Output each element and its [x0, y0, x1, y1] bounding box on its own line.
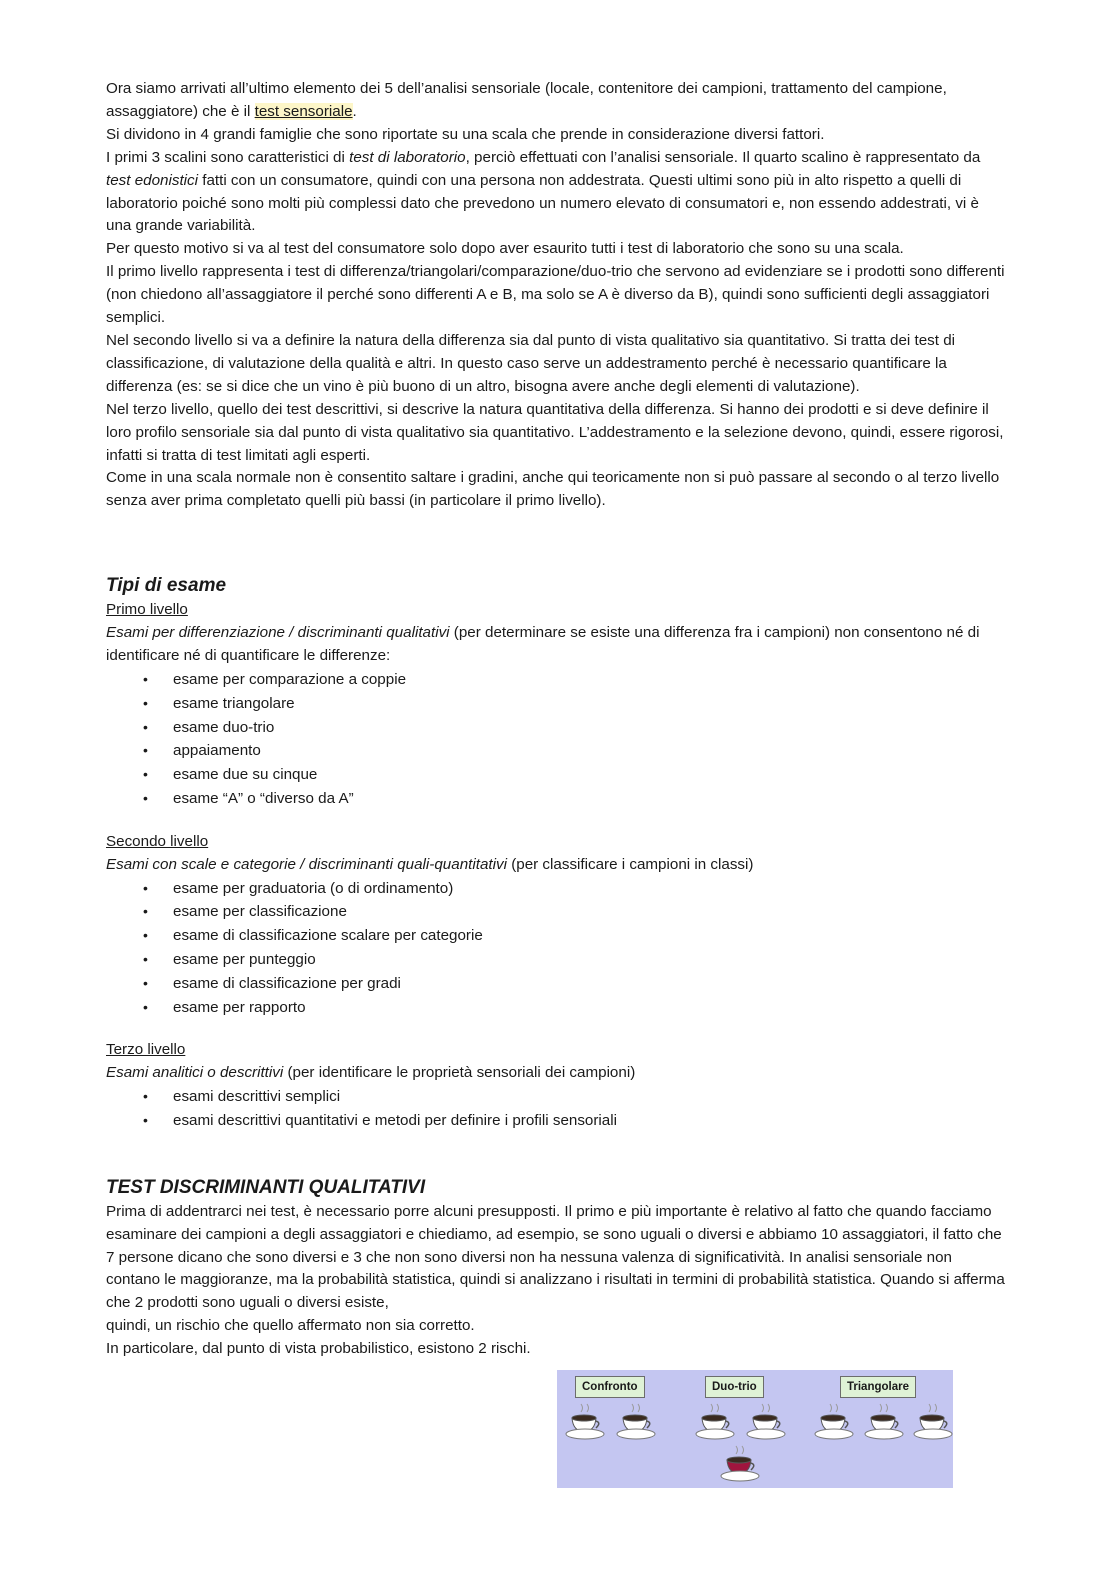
test-discriminanti-heading: TEST DISCRIMINANTI QUALITATIVI [106, 1176, 426, 1198]
list-item: • esame triangolare [173, 692, 1006, 716]
list-item: • esame di classificazione per gradi [173, 972, 1006, 996]
primo-livello-list [106, 668, 1006, 811]
terzo-livello-list [106, 1085, 1006, 1133]
intro-paragraph-1: Ora siamo arrivati all’ultimo elemento dei 5 dell’analisi sensoriale (locale, contenitore dei campioni, trattamento del campione, assaggiatore) che è il test sensoriale. [106, 80, 947, 120]
list-item: • esame di classificazione scalare per categorie [173, 924, 1006, 948]
reference-cup-icon [721, 1446, 759, 1481]
coffee-cup-icon [696, 1404, 734, 1439]
primo-livello-title: Primo livello [106, 601, 188, 619]
document-body [106, 78, 1006, 1361]
intro-paragraph-2: Si dividono in 4 grandi famiglie che sono riportate su una scala che prende in considerazione diversi fattori. [106, 125, 825, 143]
list-item: • esame per rapporto [173, 996, 1006, 1020]
intro-paragraph-5: Il primo livello rappresenta i test di differenza/triangolari/comparazione/duo-trio che servono ad evidenziare se i prodotti sono differenti (non chiedono all’assaggiatore il perché sono differenti A e B, ma solo se A è diverso da B), quindi sono sufficienti degli assaggiatori semplici. [106, 263, 1005, 327]
test-types-figure [557, 1370, 953, 1488]
duo-trio-label: Duo-trio [705, 1376, 764, 1398]
test-disc-paragraph-1: Prima di addentrarci nei test, è necessario porre alcuni presupposti. Il primo e più importante è relativo al fatto che quando facciamo esaminare dei campioni a degli assaggiatori e chiediamo, ad esempio, se sono uguali o diversi e abbiamo 10 assaggiatori, il fatto che 7 persone dicano che sono diversi e 3 che non sono diversi non ha nessuna valenza di significatività. In analisi sensoriale non contano le maggioranze, ma la probabilità statistica, quindi si analizzano i risultati in termini di probabilità statistica. Quando si afferma che 2 prodotti sono uguali o diversi esiste, [106, 1202, 1005, 1312]
secondo-livello-desc: Esami con scale e categorie / discriminanti quali-quantitativi (per classificare i campioni in classi) [106, 855, 754, 873]
coffee-cup-icon [914, 1404, 952, 1439]
triangolare-label: Triangolare [840, 1376, 916, 1398]
coffee-cup-icon [865, 1404, 903, 1439]
primo-livello-desc: Esami per differenziazione / discriminanti qualitativi (per determinare se esiste una differenza fra i campioni) non consentono né di identificare né di quantificare le differenze: [106, 624, 980, 665]
coffee-cup-icon [617, 1404, 655, 1439]
intro-paragraph-7: Nel terzo livello, quello dei test descrittivi, si descrive la natura quantitativa della differenza. Si hanno dei prodotti e si deve definire il loro profilo sensoriale sia dal punto di vista qualitativo sia quantitativo. L’addestramento e la selezione devono, quindi, essere rigorosi, infatti si tratta di test limitati agli esperti. [106, 400, 1004, 464]
list-item: • esame due su cinque [173, 763, 1006, 787]
secondo-livello-title: Secondo livello [106, 832, 209, 850]
secondo-livello-list [106, 877, 1006, 1020]
list-item: • esame “A” o “diverso da A” [173, 787, 1006, 811]
coffee-cup-icon [815, 1404, 853, 1439]
test-sensoriale-link[interactable]: test sensoriale [254, 102, 353, 120]
list-item: • esami descrittivi semplici [173, 1085, 1006, 1109]
list-item: • esame per graduatoria (o di ordinamento) [173, 877, 1006, 901]
list-item: • esame per punteggio [173, 948, 1006, 972]
confronto-label: Confronto [575, 1376, 645, 1398]
intro-paragraph-4: Per questo motivo si va al test del consumatore solo dopo aver esaurito tutti i test di laboratorio che sono su una scala. [106, 240, 904, 258]
intro-paragraph-3: I primi 3 scalini sono caratteristici di test di laboratorio, perciò effettuati con l’analisi sensoriale. Il quarto scalino è rappresentato da test edonistici fatti con un consumatore, quindi con una persona non addestrata. Questi ultimi sono più in alto rispetto a quelli di laboratorio poiché sono molti più complessi dato che prevedono un numero elevato di consumatori e, non essendo addestrati, vi è una grande variabilità. [106, 148, 981, 235]
terzo-livello-title: Terzo livello [106, 1041, 186, 1059]
list-item: • esame per classificazione [173, 900, 1006, 924]
intro-paragraph-8: Come in una scala normale non è consentito saltare i gradini, anche qui teoricamente non si può passare al secondo o al terzo livello senza aver prima completato quelli più bassi (in particolare il primo livello). [106, 469, 1000, 510]
coffee-cup-icon [566, 1404, 604, 1439]
list-item: • esami descrittivi quantitativi e metodi per definire i profili sensoriali [173, 1109, 1006, 1133]
test-disc-paragraph-2: quindi, un rischio che quello affermato non sia corretto. [106, 1317, 475, 1335]
list-item: • esame per comparazione a coppie [173, 668, 1006, 692]
test-disc-paragraph-3: In particolare, dal punto di vista probabilistico, esistono 2 rischi. [106, 1340, 531, 1358]
list-item: • esame duo-trio [173, 716, 1006, 740]
terzo-livello-desc: Esami analitici o descrittivi (per identificare le proprietà sensoriali dei campioni) [106, 1064, 636, 1082]
tipi-di-esame-heading: Tipi di esame [106, 575, 227, 597]
cups-illustration [557, 1370, 953, 1488]
coffee-cup-icon [747, 1404, 785, 1439]
list-item: • appaiamento [173, 739, 1006, 763]
intro-paragraph-6: Nel secondo livello si va a definire la natura della differenza sia dal punto di vista qualitativo sia quantitativo. Si tratta dei test di classificazione, di valutazione della qualità e altri. In questo caso serve un addestramento perché è necessario quantificare la differenza (es: se si dice che un vino è più buono di un altro, bisogna avere anche degli elementi di valutazione). [106, 331, 956, 395]
